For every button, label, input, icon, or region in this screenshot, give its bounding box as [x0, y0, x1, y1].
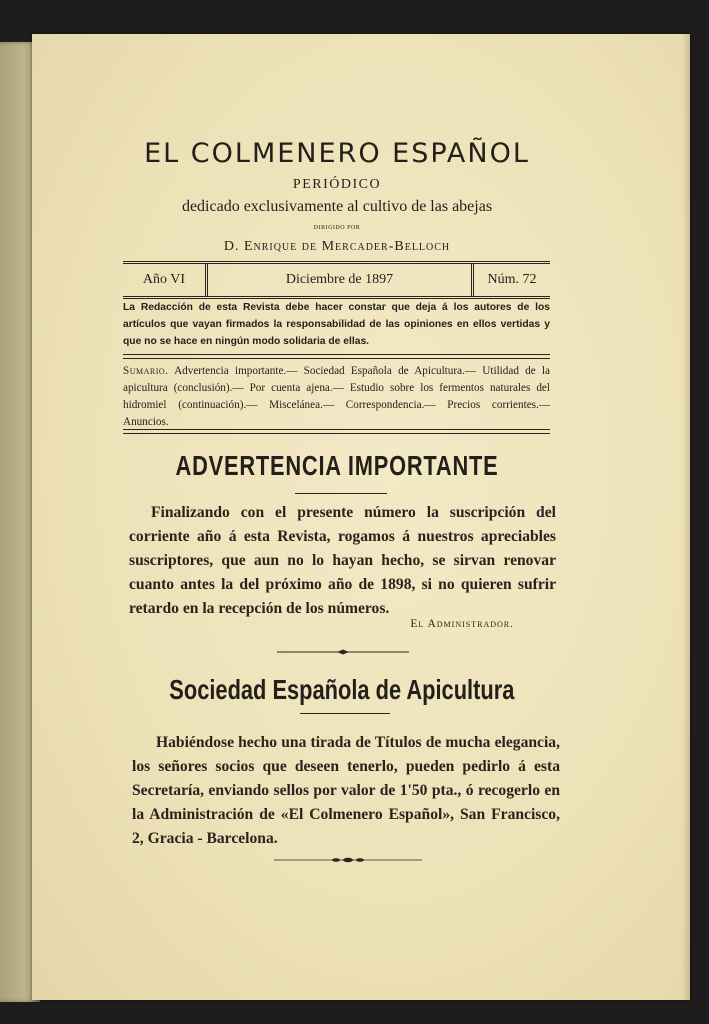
directed-by-label: DIRIGIDO POR: [313, 225, 361, 231]
summary: [123, 363, 550, 431]
summary-text: Advertencia importante.— Sociedad Española de Apicultura.— Utilidad de la apicultura (conclusión).— Por cuenta ajena.— Estudio sobre los fermentos naturales del hidromiel (continuación).— Miscelánea.— Correspondencia.— Precios corrientes.— Anuncios.: [123, 365, 550, 428]
masthead-title: EL COLMENERO ESPAÑOL: [144, 138, 530, 169]
article-title-advertencia: ADVERTENCIA IMPORTANTE: [175, 450, 499, 481]
summary-top-rule: [123, 354, 550, 359]
article-body-advertencia: Finalizando con el presente número la suscripción del corriente año á esta Revista, rogamos á nuestros apreciables suscriptores, que aun no lo hayan hecho, se sirvan renovar cuanto antes la del próximo año de 1898, si no quieren sufrir retardo en la recepción de los números.: [129, 504, 556, 617]
issue-year: Año VI: [123, 264, 208, 296]
separator-ornament-icon: [277, 649, 409, 655]
director-name: D. Enrique de Mercader-Belloch: [223, 239, 451, 254]
article-title-sociedad: Sociedad Española de Apicultura: [169, 674, 515, 705]
masthead-tagline: dedicado exclusivamente al cultivo de las abejas: [181, 198, 493, 215]
issue-info-bar: [123, 261, 550, 299]
summary-label: Sumario.: [123, 365, 169, 377]
article-signature: El Administrador.: [410, 618, 514, 630]
masthead-subtitle: PERIÓDICO: [292, 177, 382, 192]
title-underline: [300, 713, 390, 714]
end-ornament-icon: [274, 856, 422, 864]
editorial-notice: La Redacción de esta Revista debe hacer constar que deja á los autores de los artículos que vayan firmados la responsabilidad de las opiniones en ellos vertidas y que no se hace en ningún modo solidaria de ellas.: [123, 302, 550, 347]
page-edge-shadow: [682, 34, 690, 1000]
journal-page: [32, 34, 690, 1000]
issue-date: Diciembre de 1897: [208, 264, 474, 296]
summary-bottom-rule: [123, 429, 550, 434]
title-underline: [295, 493, 387, 494]
article-body-sociedad: Habiéndose hecho una tirada de Títulos de mucha elegancia, los señores socios que deseen tenerlo, pueden pedirlo á esta Secretaría, enviando sellos por valor de 1'50 pta., ó recogerlo en la Administración de «El Colmenero Español», San Francisco, 2, Gracia - Barcelona.: [132, 734, 560, 847]
issue-number: Núm. 72: [487, 272, 537, 287]
